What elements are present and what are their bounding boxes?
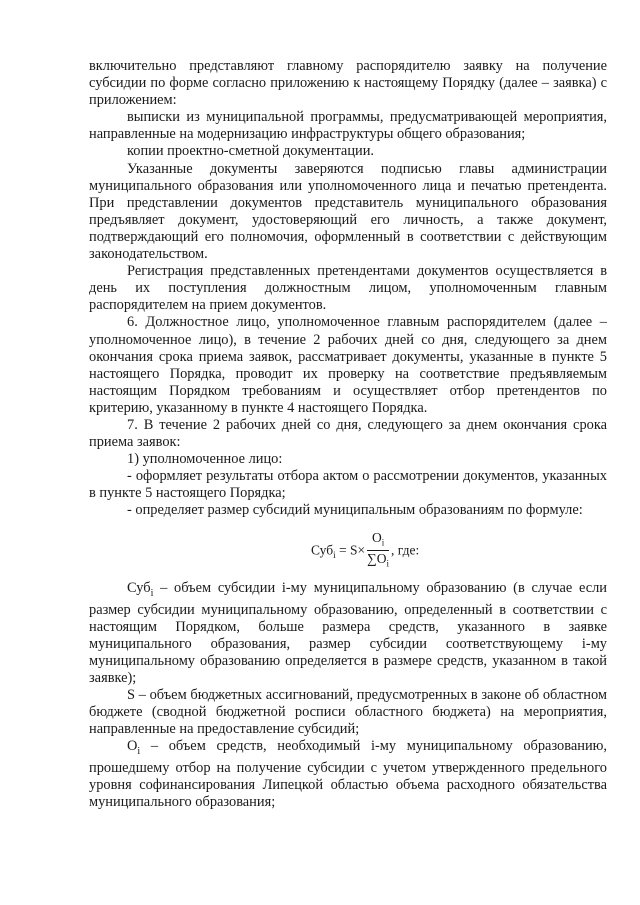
- paragraph-6: 6. Должностное лицо, уполномоченное главным распорядителем (далее – уполномоченное лицо), в течение 2 рабочих дней со дня, следующего за днем окончания срока приема заявок, рассматривает документы, указанные в пункте 5 настоящего Порядка, проводит их проверку на соответствие предъявляемым настоящим Порядком требованиям и осуществляет отбор претендентов по критерию, указанному в пункте 4 настоящего Порядка.: [89, 314, 607, 416]
- paragraph-5: Регистрация представленных претендентами документов осуществляется в день их поступления должностным лицом, уполномоченным главным распорядителем на прием документов.: [89, 263, 607, 314]
- formula-denominator: $\sum O_i$: [367, 551, 390, 569]
- formula-eq: = S×: [335, 541, 366, 557]
- definition-s: S – объем бюджетных ассигнований, предусмотренных в законе об областном бюджете (сводной бюджетной росписи областного бюджета) на мероприятия, направленные на предоставление субсидий;: [89, 686, 607, 738]
- paragraph-9: - оформляет результаты отбора актом о рассмотрении документов, указанных в пункте 5 настоящего Порядка;: [89, 468, 607, 502]
- formula-lhs-sub: i: [333, 549, 336, 560]
- paragraph-8: 1) уполномоченное лицо:: [127, 451, 283, 468]
- definition-sub-i: Суб$_i$ – объем субсидии i-му муниципальному образованию (в случае если размер субсидии муниципальному образованию, определенный в соответствии с настоящим Порядком, больше размера средств, указанного в заявке муниципального образования, размер субсидии соответствующему i-му муниципальному образованию определяется в размере средств, указанном в такой заявке);: [89, 579, 607, 686]
- paragraph-1: включительно представляют главному распорядителю заявку на получение субсидии по форме согласно приложению к настоящему Порядку (далее – заявка) с приложением:: [89, 58, 607, 109]
- paragraph-4: Указанные документы заверяются подписью главы администрации муниципального образования или уполномоченного лица и печатью претендента. При представлении документов представитель муниципального образования предъявляет документ, удостоверяющий его личность, а также документ, подтверждающий его полномочия, оформленный в соответствии с действующим законодательством.: [89, 160, 607, 263]
- paragraph-3: копии проектно-сметной документации.: [127, 143, 375, 160]
- formula-numerator: $O_i$: [367, 530, 389, 552]
- formula-fraction: [367, 530, 389, 572]
- paragraph-7: 7. В течение 2 рабочих дней со дня, следующего за днем окончания срока приема заявок:: [89, 416, 607, 451]
- formula-lhs: Суб: [311, 541, 334, 557]
- document-page: [89, 58, 607, 812]
- definition-o-i: $O_i$ – объем средств, необходимый i-му муниципальному образованию, прошедшему отбор на получение субсидии с учетом утвержденного предельного уровня софинансирования Липецкой областью объема расходного обязательства муниципального образования;: [89, 738, 607, 811]
- paragraph-2: выписки из муниципальной программы, предусматривающей мероприятия, направленные на модернизацию инфраструктуры общего образования;: [89, 109, 607, 143]
- subsidy-formula: [89, 524, 607, 568]
- paragraph-10: - определяет размер субсидий муниципальным образованиям по формуле:: [127, 502, 583, 519]
- formula-tail: , где:: [391, 541, 420, 557]
